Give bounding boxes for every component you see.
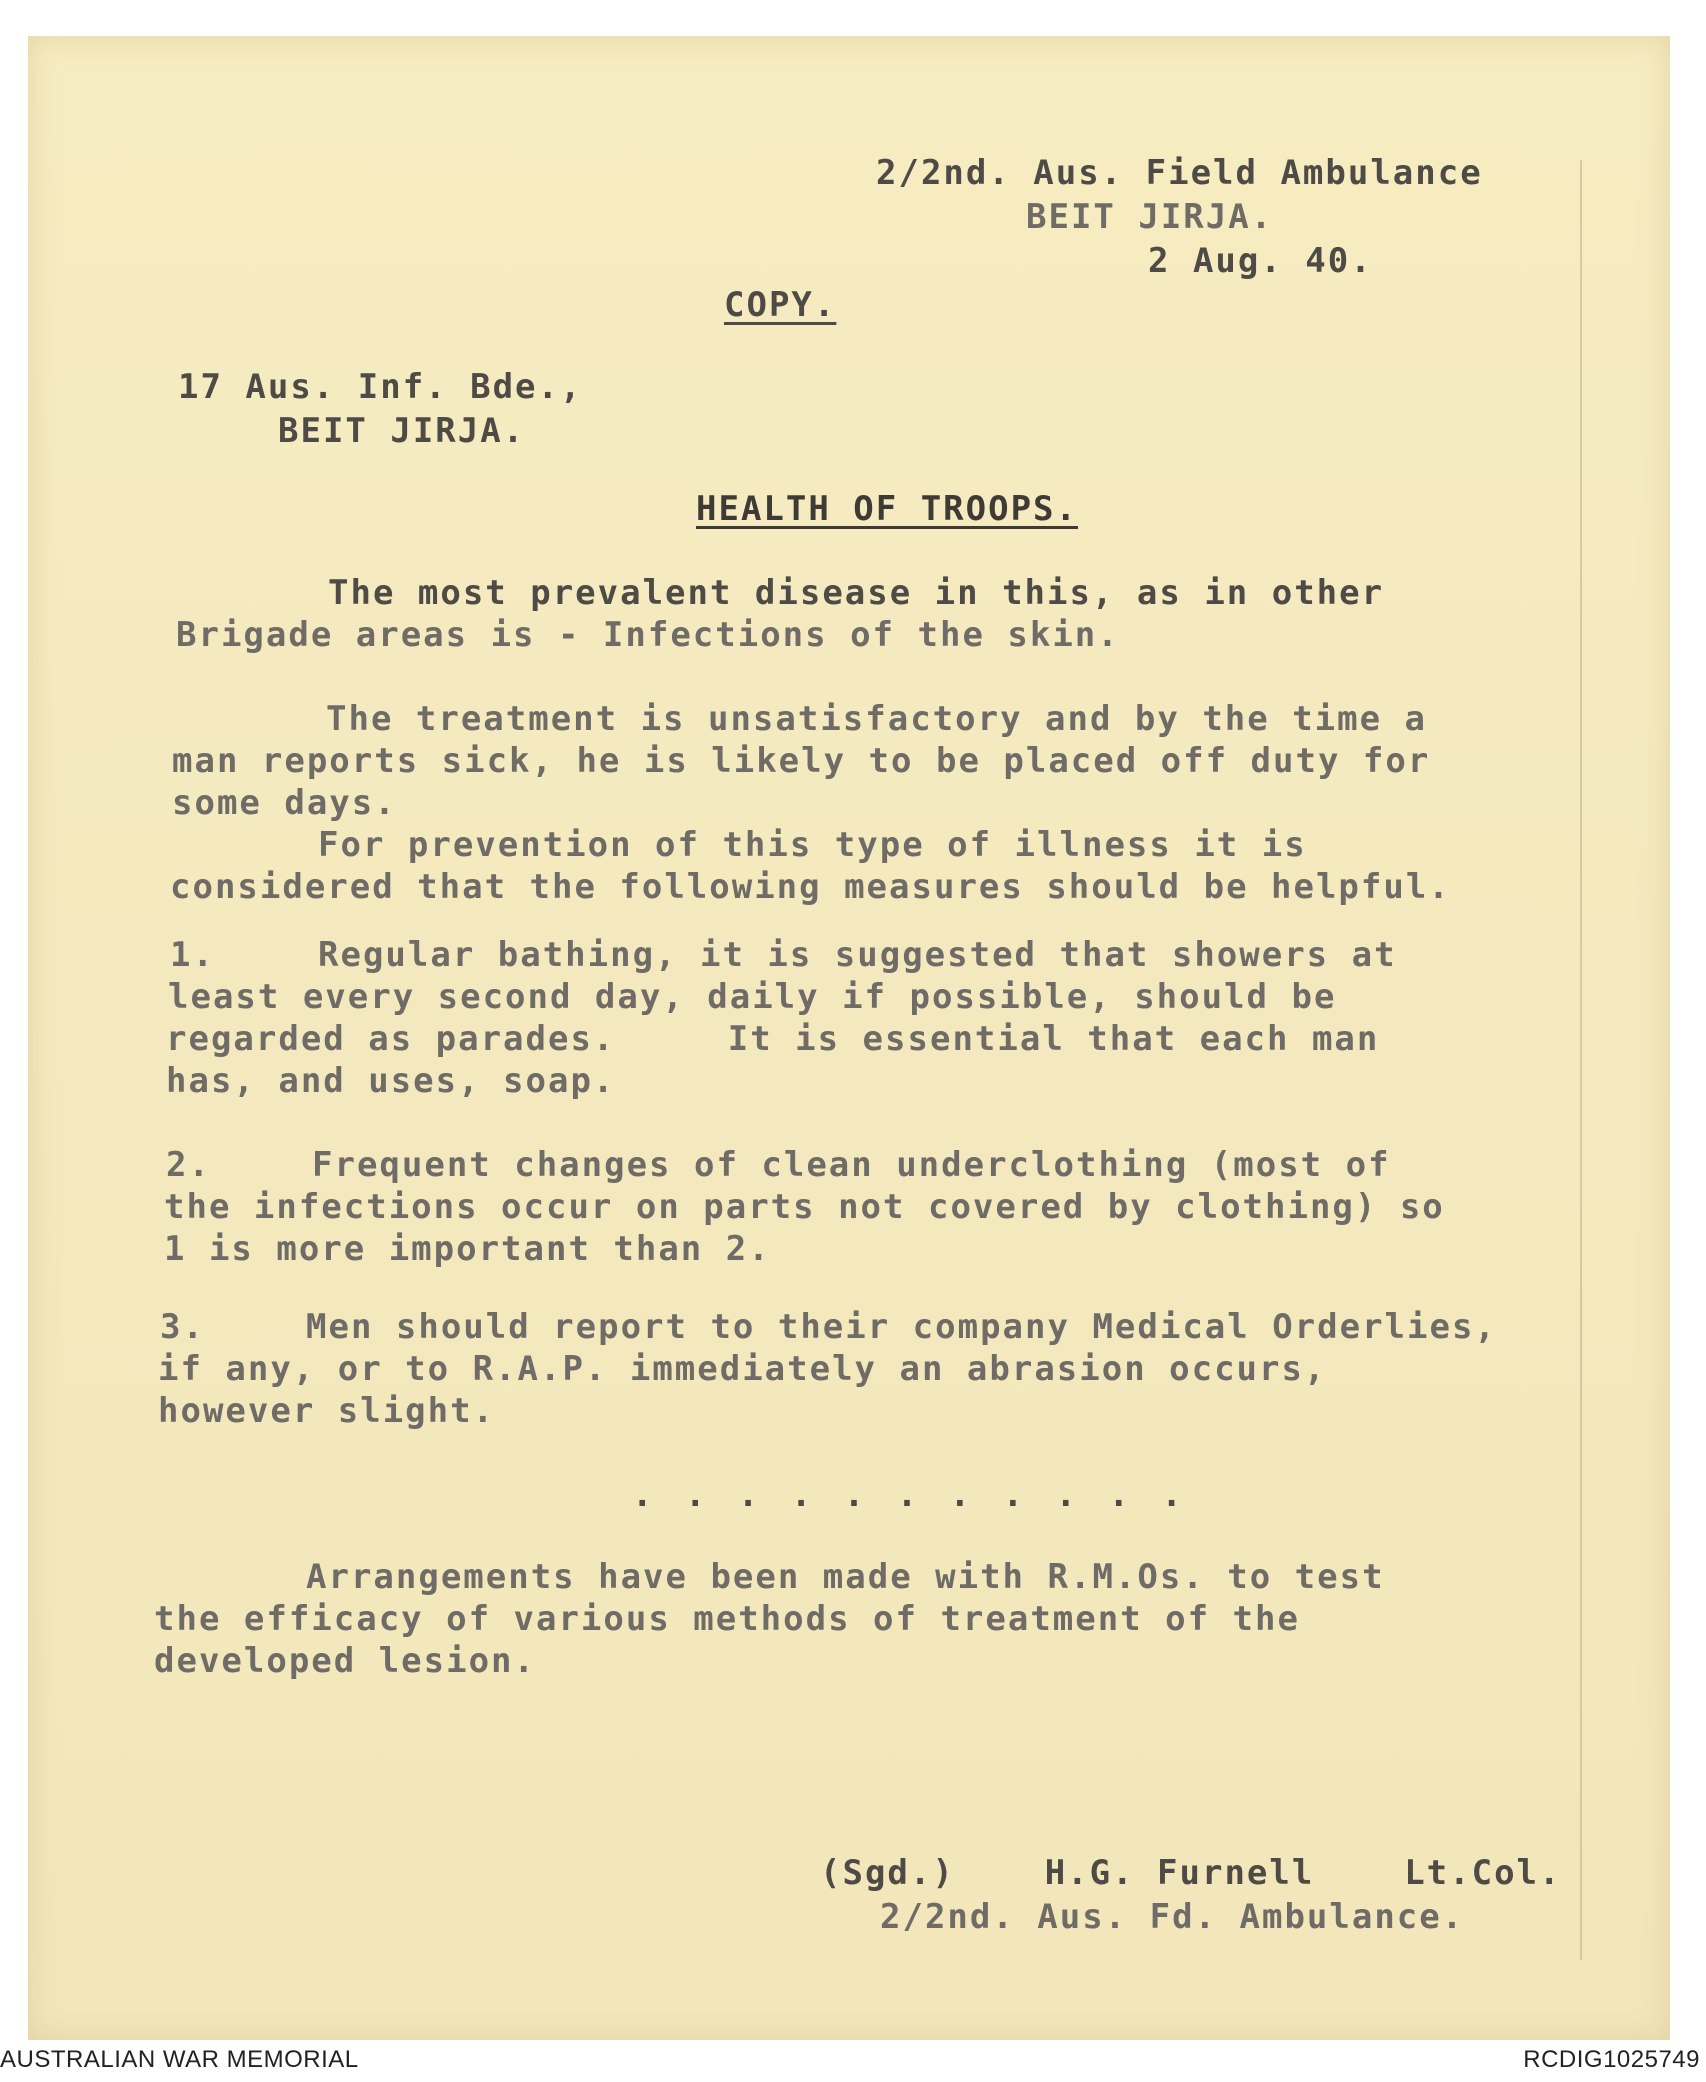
- header-location: BEIT JIRJA.: [1026, 197, 1274, 237]
- measure-3-line2: if any, or to R.A.P. immediately an abrasion occurs,: [158, 1349, 1327, 1389]
- p2-line2: man reports sick, he is likely to be placed off duty for: [172, 741, 1431, 781]
- closing-line1: Arrangements have been made with R.M.Os. to test: [306, 1557, 1385, 1597]
- signature-line2: 2/2nd. Aus. Fd. Ambulance.: [880, 1897, 1465, 1937]
- copy-label: COPY.: [724, 285, 837, 325]
- measure-1-line1: Regular bathing, it is suggested that showers at: [318, 935, 1397, 975]
- measure-3-number: 3.: [160, 1307, 205, 1347]
- measure-1-number: 1.: [170, 935, 215, 975]
- footer-archive-name: AUSTRALIAN WAR MEMORIAL: [0, 2046, 359, 2073]
- addressee-line2: BEIT JIRJA.: [278, 411, 526, 451]
- p1-line1: The most prevalent disease in this, as in other: [328, 573, 1385, 613]
- p3-line1: For prevention of this type of illness it is: [318, 825, 1307, 865]
- closing-line2: the efficacy of various methods of treatment of the: [154, 1599, 1300, 1639]
- addressee-line1: 17 Aus. Inf. Bde.,: [178, 367, 583, 407]
- p1-line2: Brigade areas is - Infections of the skin.: [176, 615, 1120, 655]
- measure-1-line3: regarded as parades. It is essential that each man: [166, 1019, 1380, 1059]
- measure-2-number: 2.: [166, 1145, 211, 1185]
- measure-2-line2: the infections occur on parts not covered by clothing) so: [164, 1187, 1445, 1227]
- measure-1-line4: has, and uses, soap.: [166, 1061, 616, 1101]
- header-date: 2 Aug. 40.: [1148, 241, 1373, 281]
- p2-line3: some days.: [172, 783, 397, 823]
- measure-2-line1: Frequent changes of clean underclothing (most of: [312, 1145, 1391, 1185]
- dotted-separator: . . . . . . . . . . .: [632, 1475, 1188, 1515]
- sheet-edge-line: [1580, 160, 1582, 1960]
- p3-line2: considered that the following measures should be helpful.: [170, 867, 1451, 907]
- p2-line1: The treatment is unsatisfactory and by the time a: [326, 699, 1428, 739]
- header-unit: 2/2nd. Aus. Field Ambulance: [876, 153, 1483, 193]
- measure-3-line3: however slight.: [158, 1391, 496, 1431]
- measure-2-line3: 1 is more important than 2.: [164, 1229, 771, 1269]
- subject-heading: HEALTH OF TROOPS.: [696, 489, 1078, 529]
- measure-1-line2: least every second day, daily if possible, should be: [168, 977, 1337, 1017]
- footer-record-id: RCDIG1025749: [1523, 2046, 1700, 2073]
- measure-3-line1: Men should report to their company Medical Orderlies,: [306, 1307, 1497, 1347]
- closing-line3: developed lesion.: [154, 1641, 536, 1681]
- signature-line1: (Sgd.) H.G. Furnell Lt.Col.: [820, 1853, 1562, 1893]
